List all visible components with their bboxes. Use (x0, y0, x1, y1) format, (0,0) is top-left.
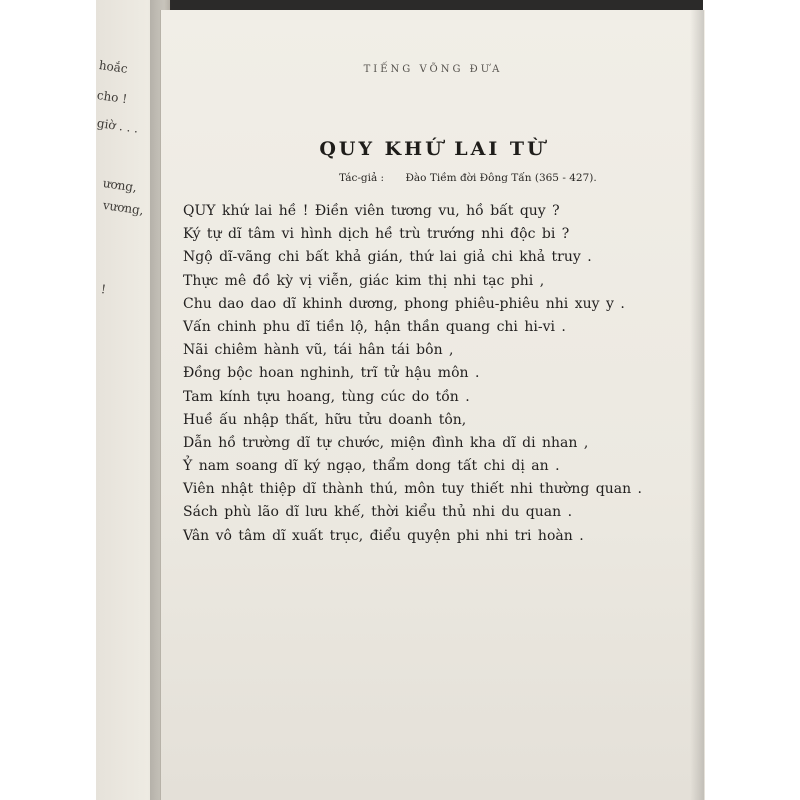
left-page-fragment: ương, (102, 176, 138, 195)
left-page-fragment: vương, (102, 198, 145, 218)
poem-body (183, 200, 683, 548)
poem-line: Tam kính tựu hoang, tùng cúc do tồn . (183, 388, 470, 405)
left-page-fragment: cho ! (96, 88, 129, 107)
poem-line: Viên nhật thiệp dĩ thành thú, môn tuy thiết nhi thường quan . (183, 481, 642, 498)
running-head: TIẾNG VÕNG ĐƯA (363, 64, 503, 75)
left-page-fragment: ! (100, 282, 107, 297)
author-label: Tác-giả : (339, 172, 385, 184)
poem-line: Đồng bộc hoan nghinh, trĩ tử hậu môn . (183, 365, 480, 382)
author-name: Đào Tiềm đời Đông Tấn (365 - 427). (405, 172, 597, 184)
left-page-fragment: hoắc (98, 58, 129, 76)
poem-line: Chu dao dao dĩ khinh dương, phong phiêu-phiêu nhi xuy y . (183, 295, 625, 312)
poem-line: Ỷ nam soang dĩ ký ngạo, thẩm dong tất chi dị an . (183, 458, 560, 475)
poem-line: Thực mê đồ kỳ vị viễn, giác kim thị nhi tạc phi , (183, 272, 545, 289)
right-page (160, 10, 705, 800)
poem-title: QUY KHỨ LAI TỪ (319, 138, 547, 160)
poem-line: Huề ấu nhập thất, hữu tửu doanh tôn, (183, 411, 467, 428)
poem-line: Sách phù lão dĩ lưu khế, thời kiểu thủ nhi du quan . (183, 504, 573, 521)
poem-line: QUY khứ lai hề ! Điền viên tương vu, hồ bất quy ? (183, 203, 560, 219)
poem-line: Vân vô tâm dĩ xuất trục, điểu quyện phi nhi tri hoàn . (183, 527, 584, 544)
poem-line: Nãi chiêm hành vũ, tái hân tái bôn , (183, 342, 454, 359)
poem-line: Ký tự dĩ tâm vi hình dịch hề trù trướng nhi độc bi ? (183, 226, 570, 243)
author-line (339, 172, 597, 184)
poem-line: Dẫn hồ trường dĩ tự chước, miện đình kha dĩ di nhan , (183, 434, 589, 451)
poem-line: Ngộ dĩ-vãng chi bất khả gián, thứ lai giả chi khả truy . (183, 249, 592, 266)
page-edge-shadow (690, 10, 704, 800)
poem-line: Vấn chinh phu dĩ tiền lộ, hận thần quang chi hi-vi . (183, 318, 566, 335)
left-page-fragment: giờ . . . (96, 116, 140, 136)
